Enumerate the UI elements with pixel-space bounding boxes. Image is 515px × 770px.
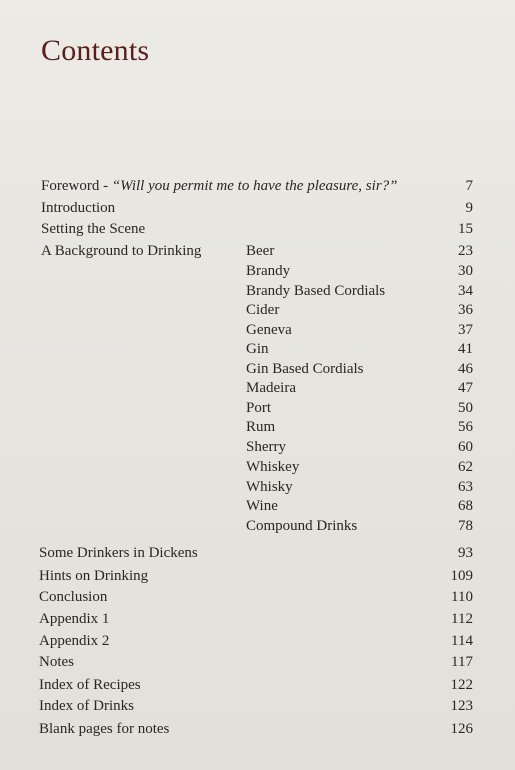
- toc-page-number: 37: [458, 322, 473, 338]
- toc-subentry-label: Brandy: [246, 263, 291, 279]
- toc-entry-label: Conclusion: [39, 589, 108, 605]
- toc-entry-appendix-2: [0, 631, 515, 651]
- toc-page-number: 9: [465, 200, 473, 216]
- toc-subentry-label: Gin Based Cordials: [246, 361, 364, 377]
- toc-subentry-label: Compound Drinks: [246, 518, 358, 534]
- toc-subentry-label: Beer: [246, 243, 275, 259]
- toc-entry-index-of-recipes: [0, 675, 515, 695]
- foreword-quote: “Will you permit me to have the pleasure, sir?”: [111, 178, 398, 194]
- toc-page-number: 93: [458, 545, 473, 561]
- toc-page-number: 126: [450, 721, 473, 737]
- toc-subentry-cider: [0, 300, 515, 320]
- toc-subentry-whisky: [0, 477, 515, 497]
- toc-page-number: 7: [465, 178, 473, 194]
- toc-page-number: 112: [451, 611, 473, 627]
- toc-page-number: 23: [458, 243, 473, 259]
- toc-subentry-gin: [0, 339, 515, 359]
- toc-entry-appendix-1: [0, 609, 515, 629]
- toc-entry-background-beer: [0, 241, 515, 261]
- toc-page-number: 46: [458, 361, 473, 377]
- toc-entry-some-drinkers: [0, 543, 515, 563]
- toc-entry-hints-on-drinking: [0, 566, 515, 586]
- toc-subentry-sherry: [0, 437, 515, 457]
- toc-page-number: 34: [458, 283, 473, 299]
- toc-page-number: 122: [450, 677, 473, 693]
- toc-subentry-port: [0, 398, 515, 418]
- toc-entry-label: Index of Recipes: [39, 677, 141, 693]
- toc-entry-label: Hints on Drinking: [39, 568, 149, 584]
- toc-page-number: 56: [458, 419, 473, 435]
- toc-subentry-label: Brandy Based Cordials: [246, 283, 386, 299]
- toc-page-number: 47: [458, 380, 473, 396]
- toc-entry-setting-the-scene: [0, 219, 515, 239]
- toc-page-number: 117: [451, 654, 473, 670]
- toc-subentry-label: Wine: [246, 498, 278, 514]
- toc-page-number: 68: [458, 498, 473, 514]
- toc-subentry-label: Madeira: [246, 380, 296, 396]
- toc-subentry-madeira: [0, 378, 515, 398]
- toc-page-number: 114: [451, 633, 473, 649]
- toc-entry-index-of-drinks: [0, 696, 515, 716]
- toc-subentry-whiskey: [0, 457, 515, 477]
- toc-page-number: 110: [451, 589, 473, 605]
- toc-page-number: 109: [450, 568, 473, 584]
- toc-page-number: 30: [458, 263, 473, 279]
- toc-subentry-label: Whisky: [246, 479, 293, 495]
- toc-entry-label: A Background to Drinking: [41, 243, 202, 259]
- toc-entry-label: Setting the Scene: [41, 221, 146, 237]
- toc-entry-conclusion: [0, 587, 515, 607]
- toc-subentry-wine: [0, 496, 515, 516]
- toc-entry-label: Some Drinkers in Dickens: [39, 545, 198, 561]
- page-title: Contents: [41, 34, 150, 67]
- toc-page-number: 62: [458, 459, 473, 475]
- toc-page-number: 36: [458, 302, 473, 318]
- toc-subentry-gin-based-cordials: [0, 359, 515, 379]
- toc-subentry-label: Gin: [246, 341, 269, 357]
- toc-subentry-geneva: [0, 320, 515, 340]
- toc-entry-label: Appendix 2: [39, 633, 110, 649]
- toc-subentry-label: Port: [246, 400, 272, 416]
- toc-entry-label: [41, 176, 398, 196]
- toc-subentry-label: Cider: [246, 302, 280, 318]
- toc-subentry-compound-drinks: [0, 516, 515, 536]
- toc-entry-label: Index of Drinks: [39, 698, 134, 714]
- toc-entry-introduction: [0, 198, 515, 218]
- toc-entry-label: Introduction: [41, 200, 116, 216]
- foreword-prefix: Foreword -: [41, 178, 112, 194]
- toc-subentry-label: Geneva: [246, 322, 292, 338]
- toc-page-number: 60: [458, 439, 473, 455]
- toc-entry-foreword: [0, 176, 515, 196]
- toc-entry-blank-pages: [0, 719, 515, 739]
- toc-subentry-label: Sherry: [246, 439, 286, 455]
- toc-page-number: 63: [458, 479, 473, 495]
- toc-subentry-label: Whiskey: [246, 459, 300, 475]
- toc-page-number: 15: [458, 221, 473, 237]
- toc-page-number: 50: [458, 400, 473, 416]
- toc-page-number: 41: [458, 341, 473, 357]
- toc-subentry-label: Rum: [246, 419, 276, 435]
- toc-entry-label: Notes: [39, 654, 74, 670]
- toc-page-number: 78: [458, 518, 473, 534]
- toc-page-number: 123: [450, 698, 473, 714]
- toc-subentry-brandy-based-cordials: [0, 281, 515, 301]
- toc-subentry-rum: [0, 417, 515, 437]
- toc-entry-label: Appendix 1: [39, 611, 110, 627]
- toc-entry-label: Blank pages for notes: [39, 721, 170, 737]
- toc-entry-notes: [0, 652, 515, 672]
- toc-subentry-brandy: [0, 261, 515, 281]
